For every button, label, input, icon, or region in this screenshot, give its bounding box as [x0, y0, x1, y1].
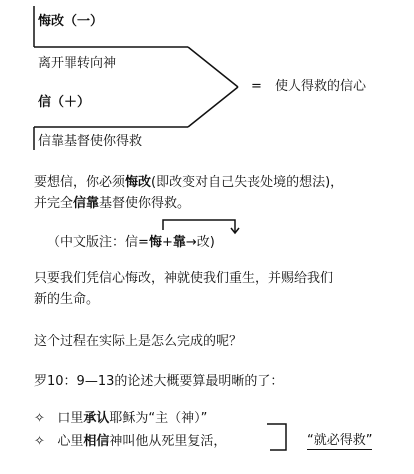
- paragraph2-line1: 只要我们凭信心悔改，神就使我们重生，并赐给我们: [34, 271, 334, 286]
- bullet-bold: 相信: [83, 434, 110, 449]
- saved-label: [307, 433, 372, 450]
- lower-diagonal: [188, 87, 238, 127]
- p1-text3: 并完全: [34, 196, 74, 211]
- note-xin: 信: [125, 235, 139, 250]
- bullet-prefix: 心里: [57, 434, 84, 449]
- p1-repent: 悔改: [125, 175, 152, 190]
- p1-text2: (即改变对自己失丧处境的想法)，: [151, 175, 344, 190]
- upper-diagonal: [188, 47, 238, 87]
- bullet-believe: [34, 434, 226, 450]
- note-hui: 悔: [148, 235, 162, 250]
- note-bracket: [163, 220, 235, 232]
- diamond-bullet-icon: ✧: [34, 411, 45, 426]
- paragraph2-line2: 新的生命。: [34, 292, 100, 307]
- note-gai: 改: [196, 235, 210, 250]
- p1-text4: 基督使你得救。: [99, 196, 191, 211]
- bullet-rest: 神叫他从死里复活，: [109, 434, 227, 449]
- romans-reference: 罗10：9—13的论述大概要算最明晰的了：: [34, 374, 284, 389]
- question: 这个过程在实际上是怎么完成的呢？: [34, 334, 243, 349]
- turn-from-sin-label: 离开罪转向神: [38, 56, 117, 71]
- saving-faith-label: 使人得救的信心: [275, 79, 367, 94]
- paragraph1-line2: [34, 196, 190, 212]
- bullet-prefix: 口里: [57, 411, 84, 426]
- note-label: （中文版注：: [47, 235, 126, 250]
- p1-text: 要想信，你必须: [34, 175, 126, 190]
- p1-trust: 信靠: [73, 196, 100, 211]
- trust-christ-label: 信靠基督使你得救: [38, 134, 143, 149]
- paragraph1-line1: [34, 175, 343, 191]
- note-close: ): [209, 235, 215, 250]
- note-arrow: →: [185, 235, 197, 250]
- note-plus: +: [161, 235, 173, 250]
- note-kao: 靠: [172, 235, 186, 250]
- bullet-confess: [34, 411, 207, 427]
- bullet-bold: 承认: [83, 411, 110, 426]
- note-eq: =: [138, 235, 149, 250]
- translator-note: [47, 235, 215, 251]
- bullets-bracket: [267, 424, 286, 450]
- saved-text: “就必得救”: [307, 433, 373, 448]
- equals-sign: =: [251, 79, 262, 94]
- diamond-bullet-icon: ✧: [34, 434, 45, 449]
- repentance-label: 悔改（一）: [38, 14, 104, 29]
- faith-label: 信（＋）: [38, 95, 91, 110]
- bullet-rest: 耶稣为“主（神）”: [109, 411, 208, 426]
